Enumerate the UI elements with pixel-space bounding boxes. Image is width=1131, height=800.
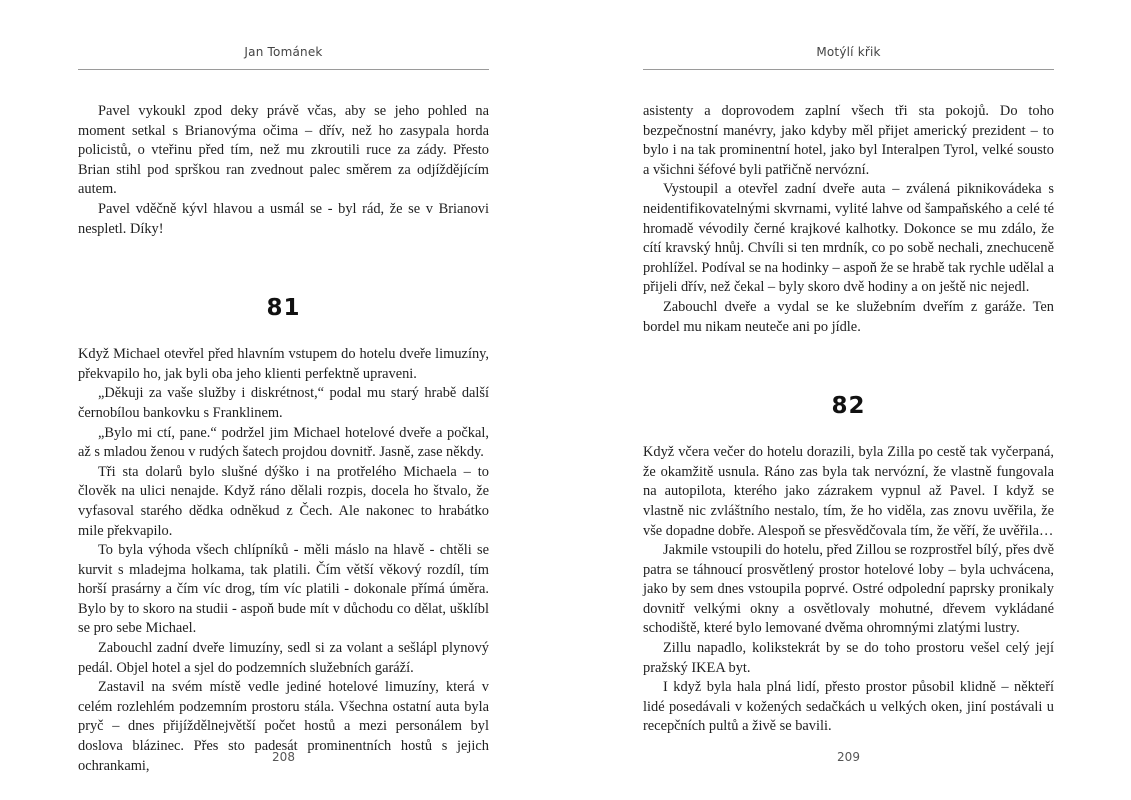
running-head-author: Jan Tománek [244,45,323,59]
left-page [78,0,489,800]
paragraph: To byla výhoda všech chlípníků - měli máslo na hlavě - chtěli se kurvit s mladejma holkama, tak platili. Čím větší věkový rozdíl, tím horší prasárny a čím víc drog, tím víc platili - dokonale přímá úměra. Bylo by to skoro na studii - aspoň bude mít v důchodu co dělat, ušklíbl se pro sebe Michael. [78,542,489,637]
paragraph: I když byla hala plná lidí, přesto prostor působil klidně – někteří lidé posedávali v kožených sedačkách u velkých oken, jiní postávali u recepčních pultů a živě se bavili. [643,679,1054,735]
paragraph: Vystoupil a otevřel zadní dveře auta – zválená piknikovádeka s neidentifikovatelnými skvrnami, vylité lahve od šampaňského a celé té hromadě vévodily černé krajkové kalhotky. Dokonce se mu zdálo, že cítí kravský hnůj. Chvíli si ten mrdník, co po sobě nechali, znechuceně prohlížel. Podíval se na hodinky – aspoň že se hrabě tak rychle udělal a přijeli dřív, než čekal – byly skoro dvě hodiny a on ještě nic nejedl. [643,181,1054,296]
paragraph: Tři sta dolarů bylo slušné dýško i na protřelého Michaela – to člověk na ulici nenajde. Když ráno dělali rozpis, docela ho štvalo, že vyfasoval starého dědka odněkud z Čech. Ale nakonec to hrabátko mile překvapilo. [78,463,489,539]
paragraph: Když včera večer do hotelu dorazili, byla Zilla po cestě tak vyčerpaná, že okamžitě usnula. Ráno zas byla tak nervózní, že vlastně fungovala na autopilota, kterého jako zázrakem vypnul až Pavel. I když se vlastně nic zvláštního nestalo, tím, že ho viděla, zas znovu uvěřila, že vše dopadne dobře. Alespoň se přesvědčovala tím, že věří, že uvěřila… [643,444,1054,539]
chapter-number: 81 [266,295,301,322]
right-page [643,0,1054,800]
paragraph: Když Michael otevřel před hlavním vstupem do hotelu dveře limuzíny, překvapilo ho, jak byli oba jeho klienti perfektně upraveni. [78,346,489,382]
paragraph: Zabouchl zadní dveře limuzíny, sedl si za volant a sešlápl plynový pedál. Objel hotel a sjel do podzemních služebních garáží. [78,640,489,676]
paragraph: asistenty a doprovodem zaplní všech tři sta pokojů. Do toho bezpečnostní manévry, jako kdyby měl přijet americký prezident – to bylo i na tak prominentní hotel, jako byl Interalpen Tyrol, velké sousto a všichni šéfové byli patřičně nervózní. [643,103,1054,178]
paragraph: Pavel vděčně kývl hlavou a usmál se - byl rád, že se v Brianovi nespletl. Díky! [78,200,489,237]
header-rule [643,69,1054,70]
page-number: 208 [272,750,295,764]
chapter-number: 82 [831,393,866,420]
paragraph: Pavel vykoukl zpod deky právě včas, aby se jeho pohled na moment setkal s Brianovýma očima – dřív, než ho zasypala horda policistů, o vteřinu před tím, než mu zkroutili ruce za zády. Přesto Brian stihl pod sprškou ran zvednout palec směrem za odjíždějícím autem. [78,103,489,198]
paragraph: Zabouchl dveře a vydal se ke služebním dveřím z garáže. Ten bordel mu nikam neuteče ani po jídle. [643,298,1054,335]
right-page-body [643,102,1054,737]
header-rule [78,69,489,70]
paragraph: Zillu napadlo, kolikstekrát by se do toho prostoru vešel celý její pražský IKEA byt. [643,640,1054,676]
paragraph: „Bylo mi ctí, pane.“ podržel jim Michael hotelové dveře a počkal, až s mladou ženou v rudých šatech projdou dovnitř. Jasně, zase někdy. [78,424,489,461]
paragraph: Jakmile vstoupili do hotelu, před Zillou se rozprostřel bílý, přes dvě patra se táhnoucí prosvětlený prostor hotelové loby – byla uchvácena, jako by sem dnes vstoupila poprvé. Ostré odpolední paprsky pronikaly dovnitř velkými okny a osvětlovaly mohutné, dřevem vykládané schodiště, které bylo lemované dvěma ohromnými zlatými lustry. [643,542,1054,637]
paragraph: „Děkuji za vaše služby i diskrétnost,“ podal mu starý hrabě další černobílou bankovku s Franklinem. [78,385,489,421]
left-page-body [78,102,489,776]
paragraph: Zastavil na svém místě vedle jediné hotelové limuzíny, která v celém rozlehlém podzemním prostoru stála. Všechna ostatní auta byla pryč – dnes přijíždělnejvětší počet hostů a mezi personálem byl doslova blázinec. Přes sto padesát prominentních hostů s jejich ochrankami, [78,679,489,774]
page-number: 209 [837,750,860,764]
running-head-title: Motýlí křik [816,45,881,59]
